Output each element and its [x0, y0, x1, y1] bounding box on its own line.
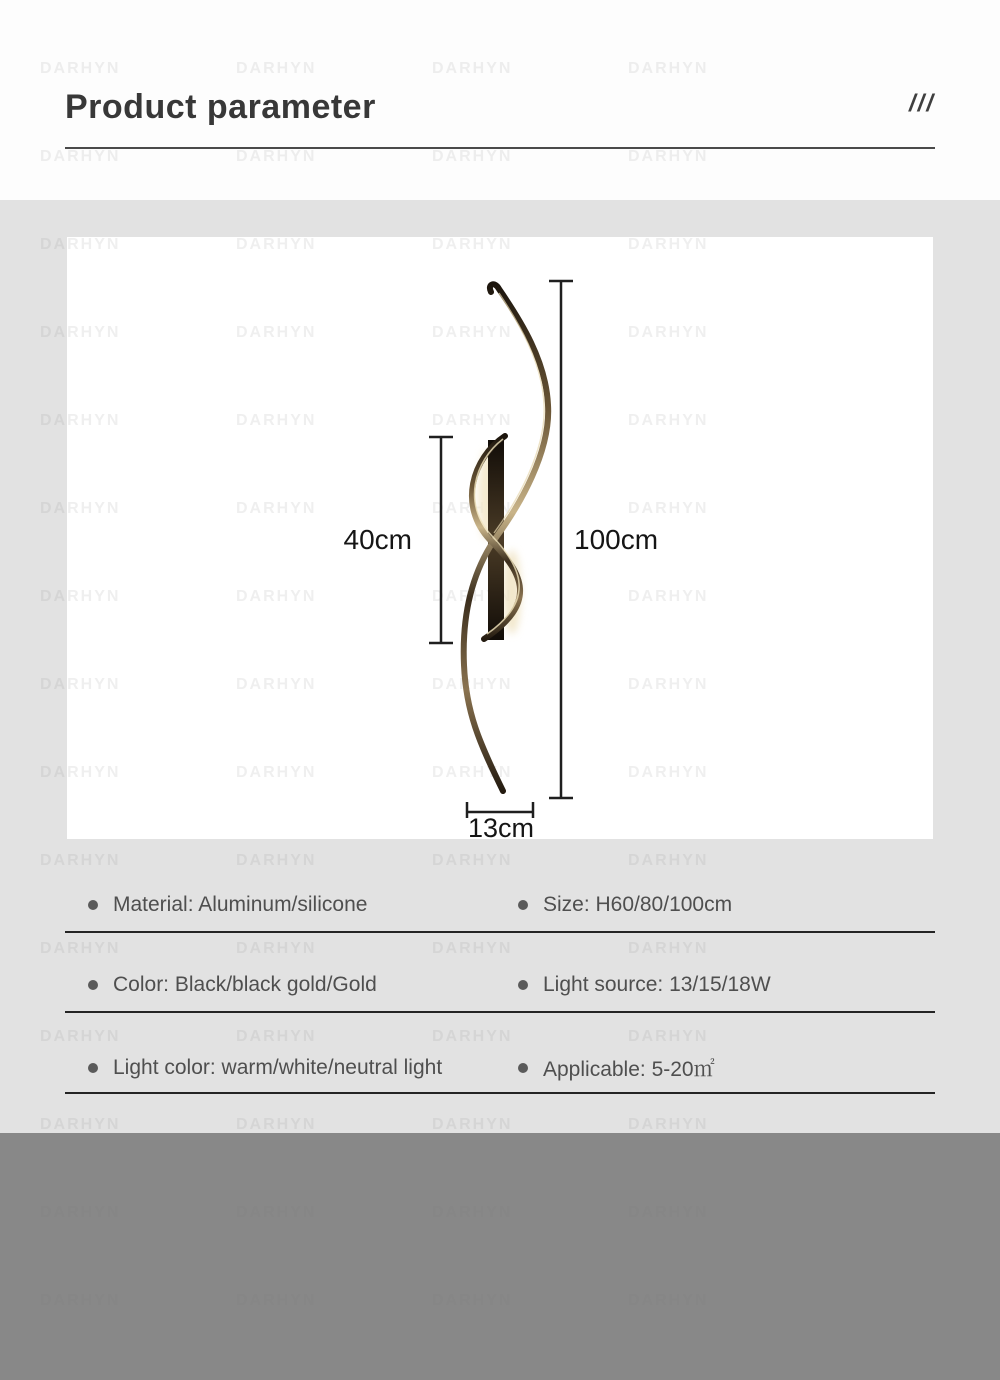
spec-cell-color: [88, 973, 518, 997]
watermark-text: DARHYN: [236, 1204, 317, 1221]
spec-row-material-size: [65, 893, 935, 917]
watermark-text: DARHYN: [236, 60, 317, 77]
product-image-panel: [67, 237, 933, 839]
watermark-text: DARHYN: [628, 1292, 709, 1309]
bullet-icon: [88, 900, 98, 910]
spec-applicable: Applicable: 5-20㎡: [543, 1058, 715, 1081]
watermark-text: DARHYN: [432, 1292, 513, 1309]
title-slashes-decoration: ///: [908, 90, 935, 117]
watermark-text: DARHYN: [628, 148, 709, 165]
watermark-text: DARHYN: [40, 60, 121, 77]
spec-light-source: Light source: 13/15/18W: [543, 973, 771, 996]
spec-size: Size: H60/80/100cm: [543, 893, 733, 916]
bullet-icon: [88, 1063, 98, 1073]
bullet-icon: [518, 1063, 528, 1073]
dim-label-13cm: 13cm: [467, 813, 535, 843]
watermark-text: DARHYN: [628, 60, 709, 77]
watermark-text: DARHYN: [236, 1292, 317, 1309]
watermark-text: DARHYN: [236, 148, 317, 165]
watermark-text: DARHYN: [432, 1204, 513, 1221]
spec-cell-applicable: [518, 1053, 935, 1083]
spec-cell-material: [88, 893, 518, 917]
spec-material: Material: Aluminum/silicone: [113, 893, 368, 916]
dim-label-40cm: 40cm: [343, 524, 412, 555]
spec-cell-light-source: [518, 973, 935, 997]
watermark-text: DARHYN: [432, 60, 513, 77]
bullet-icon: [518, 980, 528, 990]
watermark-text: DARHYN: [628, 1204, 709, 1221]
dim-label-100cm: 100cm: [574, 524, 659, 555]
spec-divider: [65, 931, 935, 933]
spec-divider: [65, 1011, 935, 1013]
spec-color: Color: Black/black gold/Gold: [113, 973, 377, 996]
spec-divider: [65, 1092, 935, 1094]
spec-cell-size: [518, 893, 935, 917]
bullet-icon: [88, 980, 98, 990]
spec-light-color: Light color: warm/white/neutral light: [113, 1056, 443, 1079]
watermark-text: DARHYN: [40, 1292, 121, 1309]
watermark-text: DARHYN: [40, 148, 121, 165]
spec-row-color-lightsource: [65, 973, 935, 997]
watermark-text: DARHYN: [40, 1204, 121, 1221]
page-title: Product parameter: [65, 88, 376, 126]
spec-cell-light-color: [88, 1056, 518, 1080]
title-underline: [65, 147, 935, 149]
bullet-icon: [518, 900, 528, 910]
spec-row-lightcolor-applicable: [65, 1053, 935, 1083]
watermark-text: DARHYN: [432, 148, 513, 165]
